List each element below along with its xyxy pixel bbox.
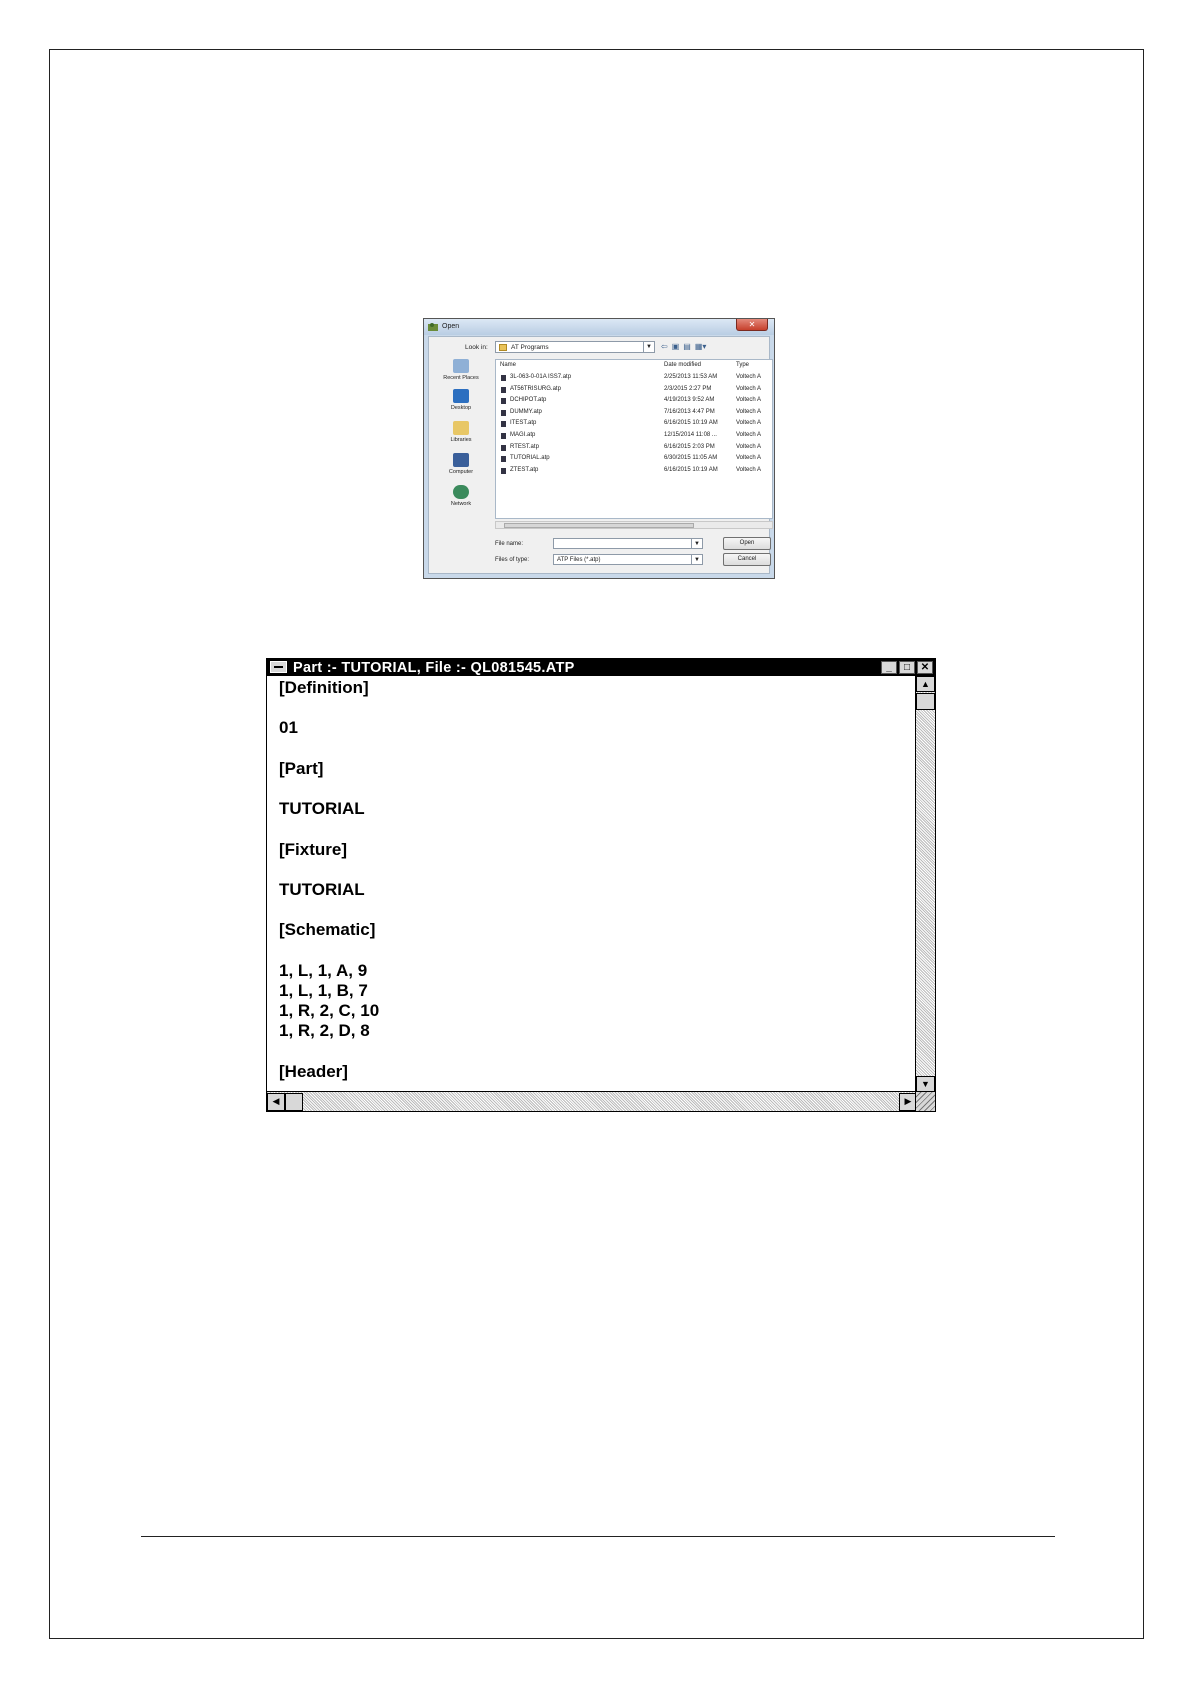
- place-network[interactable]: Network: [431, 485, 491, 507]
- content-line: [Definition]: [279, 678, 369, 697]
- scroll-up-icon[interactable]: ▲: [916, 676, 935, 692]
- file-date: 2/25/2013 11:53 AM: [664, 374, 718, 380]
- libraries-icon: [453, 421, 469, 435]
- file-name: MAGI.atp: [510, 432, 536, 438]
- atp-file-icon: [501, 421, 506, 427]
- content-line: TUTORIAL: [279, 880, 365, 899]
- look-in-label: Look in:: [465, 344, 488, 351]
- back-icon[interactable]: ⇦: [661, 342, 668, 351]
- file-date: 6/16/2015 2:03 PM: [664, 443, 715, 450]
- hscroll-thumb[interactable]: [285, 1093, 303, 1111]
- scroll-down-icon[interactable]: ▼: [916, 1076, 935, 1092]
- file-name: ZTEST.atp: [510, 466, 539, 473]
- open-button[interactable]: Open: [723, 537, 771, 550]
- scrollbar-thumb[interactable]: [504, 523, 694, 528]
- cancel-button[interactable]: Cancel: [723, 553, 771, 566]
- desktop-icon: [453, 389, 469, 403]
- file-row[interactable]: [496, 443, 772, 453]
- column-type[interactable]: Type: [736, 362, 750, 368]
- content-line: [Header]: [279, 1061, 348, 1081]
- view-menu-icon[interactable]: ▦▾: [694, 342, 707, 351]
- file-type: Voltech A: [736, 443, 762, 450]
- scroll-thumb[interactable]: [916, 693, 935, 710]
- part-window-title: Part :- TUTORIAL, File :- QL081545.ATP: [293, 660, 575, 676]
- footer-rule: [141, 1536, 1055, 1537]
- up-folder-icon[interactable]: ▣: [671, 342, 680, 351]
- dialog-toolbar: [661, 342, 706, 351]
- file-name: 3L-063-0-01A ISS7.atp: [510, 374, 572, 380]
- part-window-titlebar: [267, 659, 935, 676]
- file-list: [495, 359, 773, 519]
- file-type: Voltech A: [736, 455, 762, 462]
- file-date: 4/19/2013 9:52 AM: [664, 397, 715, 404]
- atp-file-icon: [501, 410, 506, 416]
- file-type: Voltech A: [736, 466, 762, 473]
- close-icon[interactable]: ✕: [917, 661, 933, 674]
- file-type: Voltech A: [736, 432, 762, 438]
- file-type: Voltech A: [736, 397, 762, 404]
- minimize-icon[interactable]: _: [881, 661, 897, 674]
- file-name: ITEST.atp: [510, 420, 537, 427]
- file-type: Voltech A: [736, 420, 762, 427]
- file-row[interactable]: [496, 454, 772, 464]
- file-type: Voltech A: [736, 374, 762, 380]
- file-date: 7/16/2013 4:47 PM: [664, 408, 715, 415]
- content-line: [Schematic]: [279, 920, 376, 940]
- maximize-icon[interactable]: □: [899, 661, 915, 674]
- file-row[interactable]: [496, 419, 772, 429]
- file-row[interactable]: [496, 431, 772, 441]
- atp-file-icon: [501, 387, 506, 393]
- content-line: TUTORIAL: [279, 799, 365, 819]
- content-line: 1, R, 2, D, 8: [279, 1021, 370, 1041]
- file-row[interactable]: [496, 373, 772, 383]
- file-row[interactable]: [496, 385, 772, 395]
- place-computer[interactable]: Computer: [431, 453, 491, 475]
- column-name[interactable]: Name: [500, 362, 517, 368]
- file-list-scrollbar[interactable]: [495, 521, 773, 529]
- content-line: 01: [279, 718, 298, 738]
- close-button[interactable]: ✕: [736, 319, 768, 331]
- size-grip[interactable]: [915, 1091, 935, 1111]
- chevron-down-icon[interactable]: ▼: [691, 555, 702, 565]
- open-dialog-titlebar: [424, 319, 774, 335]
- horizontal-scrollbar[interactable]: [267, 1091, 917, 1111]
- file-name: TUTORIAL.atp: [510, 455, 550, 462]
- place-recent-places[interactable]: Recent Places: [431, 359, 491, 381]
- content-line: [Part]: [279, 758, 324, 778]
- file-date: 12/15/2014 11:08 ...: [664, 432, 717, 438]
- open-dialog: [423, 318, 775, 579]
- column-date-modified[interactable]: Date modified: [664, 362, 702, 368]
- look-in-select[interactable]: [495, 341, 655, 353]
- atp-file-icon: [501, 456, 506, 462]
- content-line: 1, L, 1, A, 9: [279, 960, 368, 980]
- atp-file-icon: [501, 398, 506, 404]
- file-name: DCHIPOT.atp: [510, 397, 547, 404]
- file-type-select[interactable]: ATP Files (*.atp) ▼: [553, 554, 703, 565]
- network-icon: [453, 485, 469, 499]
- folder-people-icon: [428, 322, 438, 331]
- places-bar: [431, 359, 491, 577]
- file-type-label: Files of type:: [495, 557, 530, 563]
- place-desktop[interactable]: Desktop: [431, 389, 491, 411]
- new-folder-icon[interactable]: ▤: [683, 342, 691, 351]
- content-line: 1, R, 2, C, 10: [279, 1001, 380, 1021]
- vertical-scrollbar[interactable]: [915, 676, 935, 1092]
- place-libraries[interactable]: Libraries: [431, 421, 491, 443]
- open-dialog-title: Open: [442, 323, 460, 330]
- file-name: DUMMY.atp: [510, 408, 542, 415]
- file-date: 6/16/2015 10:19 AM: [664, 466, 718, 473]
- file-type: Voltech A: [736, 385, 762, 392]
- file-date: 6/16/2015 10:19 AM: [664, 420, 718, 427]
- atp-file-icon: [501, 375, 506, 381]
- file-name: AT56TRISURG.atp: [510, 385, 561, 392]
- file-date: 6/30/2015 11:05 AM: [664, 455, 718, 462]
- file-row[interactable]: [496, 408, 772, 418]
- chevron-down-icon[interactable]: ▼: [643, 342, 654, 352]
- file-name: RTEST.atp: [510, 443, 539, 450]
- file-date: 2/3/2015 2:27 PM: [664, 385, 712, 392]
- recent-places-icon: [453, 359, 469, 373]
- scroll-left-icon[interactable]: ◀: [267, 1093, 285, 1111]
- file-name-label: File name:: [495, 541, 524, 547]
- computer-icon: [453, 453, 469, 467]
- look-in-value: AT Programs: [511, 344, 549, 351]
- file-type: Voltech A: [736, 408, 762, 415]
- open-dialog-body: [428, 336, 770, 574]
- file-row[interactable]: [496, 396, 772, 406]
- content-line: [Fixture]: [279, 839, 347, 859]
- scroll-right-icon[interactable]: ▶: [899, 1093, 917, 1111]
- atp-file-icon: [501, 468, 506, 474]
- folder-icon: [499, 344, 507, 351]
- chevron-down-icon[interactable]: ▼: [691, 539, 702, 549]
- atp-file-icon: [501, 433, 506, 439]
- part-window: [266, 658, 936, 1112]
- atp-file-icon: [501, 445, 506, 451]
- system-menu-icon[interactable]: [270, 661, 287, 673]
- content-line: 1, L, 1, B, 7: [279, 981, 368, 1000]
- file-name-input[interactable]: [553, 538, 703, 549]
- file-row[interactable]: [496, 466, 772, 476]
